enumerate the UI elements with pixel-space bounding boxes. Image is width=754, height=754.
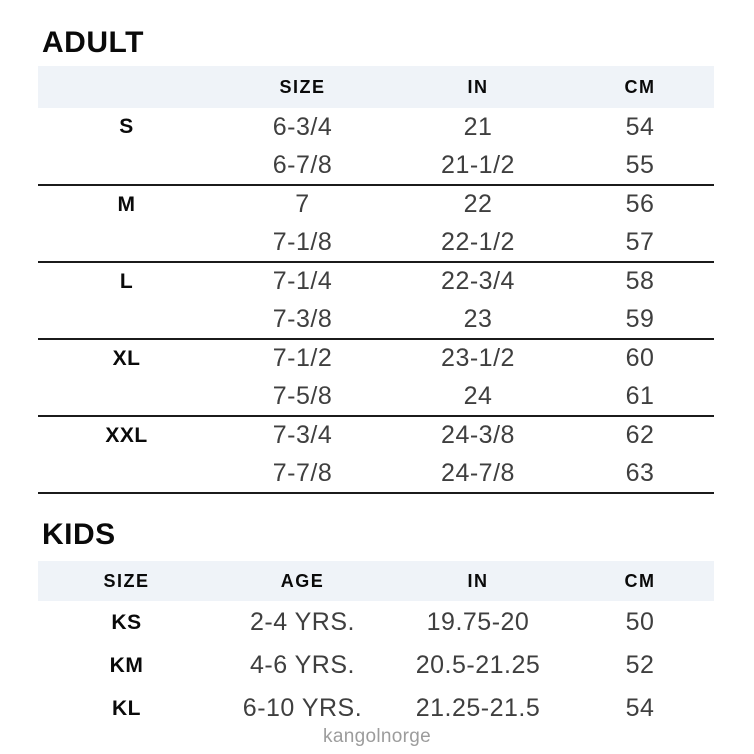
table-row bbox=[38, 339, 714, 378]
size-group-label-blank bbox=[38, 224, 215, 263]
adult-table-header bbox=[38, 66, 714, 108]
in-cell: 24 bbox=[463, 381, 493, 410]
in-cell: 22-3/4 bbox=[441, 267, 515, 296]
in-cell: 19.75-20 bbox=[426, 608, 530, 636]
cm-cell: 54 bbox=[625, 112, 655, 141]
kids-size-table bbox=[38, 561, 714, 730]
size-group-label: KS bbox=[111, 610, 142, 634]
table-row bbox=[38, 416, 714, 455]
size-group-label: M bbox=[117, 192, 136, 216]
in-cell: 21-1/2 bbox=[441, 150, 515, 179]
table-row bbox=[38, 644, 714, 687]
adult-group-m bbox=[38, 185, 714, 262]
size-cell: 7-1/4 bbox=[272, 267, 333, 296]
size-cell: 7-3/8 bbox=[272, 304, 333, 333]
in-cell: 23 bbox=[463, 304, 493, 333]
in-cell: 24-7/8 bbox=[441, 458, 515, 487]
size-cell: 7-1/8 bbox=[272, 227, 333, 256]
size-group-label-blank bbox=[38, 378, 215, 417]
table-row bbox=[38, 687, 714, 730]
size-group-label-blank bbox=[38, 301, 215, 340]
kids-header-size: SIZE bbox=[38, 561, 215, 601]
in-cell: 22-1/2 bbox=[441, 227, 515, 256]
in-cell: 24-3/8 bbox=[441, 421, 515, 450]
adult-header-cm: CM bbox=[566, 66, 714, 108]
adult-header-size: SIZE bbox=[215, 66, 390, 108]
size-group-label-blank bbox=[38, 147, 215, 186]
size-cell: 7-7/8 bbox=[272, 458, 333, 487]
age-cell: 4-6 YRS. bbox=[250, 651, 355, 679]
adult-size-table bbox=[38, 66, 714, 494]
adult-group-s bbox=[38, 108, 714, 185]
cm-cell: 54 bbox=[625, 694, 655, 722]
cm-cell: 62 bbox=[625, 421, 655, 450]
size-cell: 6-3/4 bbox=[272, 112, 333, 141]
adult-group-xl bbox=[38, 339, 714, 416]
cm-cell: 61 bbox=[625, 381, 655, 410]
size-cell: 7-5/8 bbox=[272, 381, 333, 410]
watermark-text: kangolnorge bbox=[323, 726, 431, 747]
size-group-label: KM bbox=[109, 653, 144, 677]
adult-header-in: IN bbox=[390, 66, 566, 108]
table-row bbox=[38, 185, 714, 224]
cm-cell: 56 bbox=[625, 190, 655, 219]
kids-header-age: AGE bbox=[215, 561, 390, 601]
table-row bbox=[38, 108, 714, 147]
kids-header-cm: CM bbox=[566, 561, 714, 601]
age-cell: 2-4 YRS. bbox=[250, 608, 355, 636]
table-row bbox=[38, 378, 714, 417]
cm-cell: 59 bbox=[625, 304, 655, 333]
size-cell: 7 bbox=[295, 190, 310, 219]
in-cell: 21 bbox=[463, 112, 493, 141]
kids-header-in: IN bbox=[390, 561, 566, 601]
cm-cell: 57 bbox=[625, 227, 655, 256]
cm-cell: 58 bbox=[625, 267, 655, 296]
table-row bbox=[38, 224, 714, 263]
in-cell: 22 bbox=[463, 190, 493, 219]
in-cell: 23-1/2 bbox=[441, 344, 515, 373]
table-row bbox=[38, 262, 714, 301]
size-group-label: XL bbox=[112, 346, 141, 370]
size-group-label-blank bbox=[38, 455, 215, 494]
cm-cell: 52 bbox=[625, 651, 655, 679]
adult-group-xxl bbox=[38, 416, 714, 493]
kids-table-body bbox=[38, 601, 714, 730]
kids-table-header bbox=[38, 561, 714, 601]
cm-cell: 50 bbox=[625, 608, 655, 636]
age-cell: 6-10 YRS. bbox=[242, 694, 363, 722]
kids-header-row bbox=[38, 561, 714, 601]
size-group-label: XXL bbox=[105, 423, 148, 447]
size-group-label: S bbox=[119, 115, 134, 139]
size-cell: 6-7/8 bbox=[272, 150, 333, 179]
cm-cell: 60 bbox=[625, 344, 655, 373]
cm-cell: 55 bbox=[625, 150, 655, 179]
kids-section-title: KIDS bbox=[42, 518, 116, 551]
adult-header-blank bbox=[38, 66, 215, 108]
table-row bbox=[38, 601, 714, 644]
size-group-label: L bbox=[119, 269, 134, 293]
adult-section-title: ADULT bbox=[42, 26, 144, 59]
size-cell: 7-3/4 bbox=[272, 421, 333, 450]
in-cell: 21.25-21.5 bbox=[415, 694, 541, 722]
table-row bbox=[38, 455, 714, 494]
table-row bbox=[38, 301, 714, 340]
size-group-label: KL bbox=[112, 696, 141, 720]
cm-cell: 63 bbox=[625, 458, 655, 487]
adult-header-row bbox=[38, 66, 714, 108]
table-row bbox=[38, 147, 714, 186]
adult-group-l bbox=[38, 262, 714, 339]
size-cell: 7-1/2 bbox=[272, 344, 333, 373]
in-cell: 20.5-21.25 bbox=[415, 651, 541, 679]
